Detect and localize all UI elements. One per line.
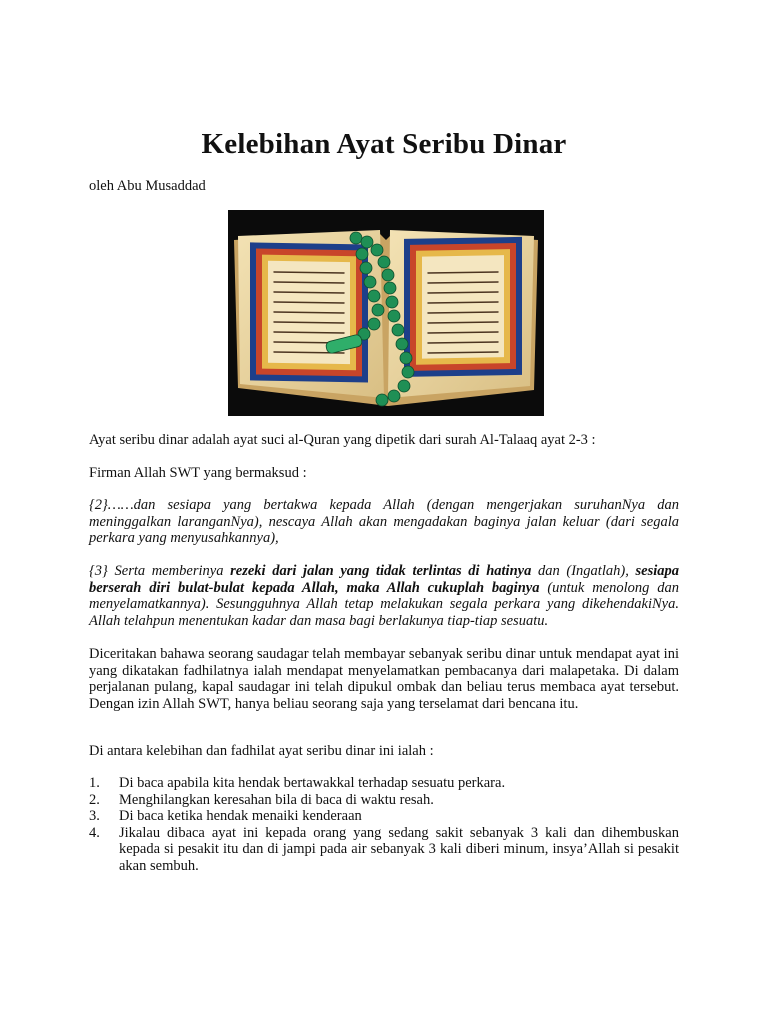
list-item: [89, 775, 679, 792]
list-item: [89, 825, 679, 875]
list-number: 1.: [89, 775, 100, 791]
story-paragraph: Diceritakan bahawa seorang saudagar telah membayar sebanyak seribu dinar untuk mendapat ayat ini yang dikatakan fadhilatnya ialah mendapat menyelamatkan pembacanya dari malapetaka. Di dalam perjalanan pulang, kapal saudagar ini telah dipukul ombak dan beliau terus membaca ayat tersebut. Dengan izin Allah SWT, hanya beliau seorang saja yang terselamat dari bencana itu.: [89, 646, 679, 712]
verse-3-text: (untuk menolong dan menyelamatkannya). Sesungguhnya Allah tetap melakukan segala perkara yang dikehendakiNya. Allah telahpun menentukan kadar dan masa bagi berlakunya tiap-tiap sesuatu.: [89, 579, 679, 629]
intro-paragraph: Ayat seribu dinar adalah ayat suci al-Quran yang dipetik dari surah Al-Talaaq ayat 2-3 :: [89, 432, 596, 448]
verse-2: {2}……dan sesiapa yang bertakwa kepada Allah (dengan mengerjakan suruhanNya dan meninggalkan laranganNya), nescaya Allah akan mengadakan baginya jalan keluar (dari segala perkara yang menyusahkannya),: [89, 497, 679, 546]
document-title: Kelebihan Ayat Seribu Dinar: [201, 128, 567, 160]
list-number: 2.: [89, 791, 100, 808]
benefits-list: [89, 775, 679, 874]
list-item: [89, 808, 679, 825]
list-text: Di baca ketika hendak menaiki kenderaan: [119, 808, 362, 824]
verse-3-bold-berserah: sesiapa berserah diri bulat-bulat kepada Allah, maka Allah cukuplah baginya: [89, 563, 679, 596]
list-text: Menghilangkan keresahan bila di baca di waktu resah.: [119, 791, 434, 808]
list-intro: Di antara kelebihan dan fadhilat ayat seribu dinar ini ialah :: [89, 743, 434, 759]
list-item: [89, 792, 679, 809]
verse-3-bold-rezeki: rezeki dari jalan yang tidak terlintas di hatinya: [230, 563, 532, 579]
verse-3-text: dan (Ingatlah),: [531, 563, 636, 579]
author-line: oleh Abu Musaddad: [89, 178, 206, 194]
verse-3-text: {3} Serta memberinya: [89, 563, 231, 579]
list-number: 4.: [89, 824, 100, 841]
quran-illustration: [228, 210, 544, 416]
quran-photo: [228, 210, 544, 416]
list-text: Di baca apabila kita hendak bertawakkal terhadap sesuatu perkara.: [119, 775, 506, 791]
verse-3: [89, 563, 679, 629]
list-number: 3.: [89, 808, 100, 824]
firman-line: Firman Allah SWT yang bermaksud :: [89, 465, 307, 481]
list-text: Jikalau dibaca ayat ini kepada orang yang sedang sakit sebanyak 3 kali dan dihembuskan kepada si pesakit itu dan di jampi pada air sebanyak 3 kali diberi minum, insya’Allah si pesakit akan sembuh.: [119, 824, 679, 874]
